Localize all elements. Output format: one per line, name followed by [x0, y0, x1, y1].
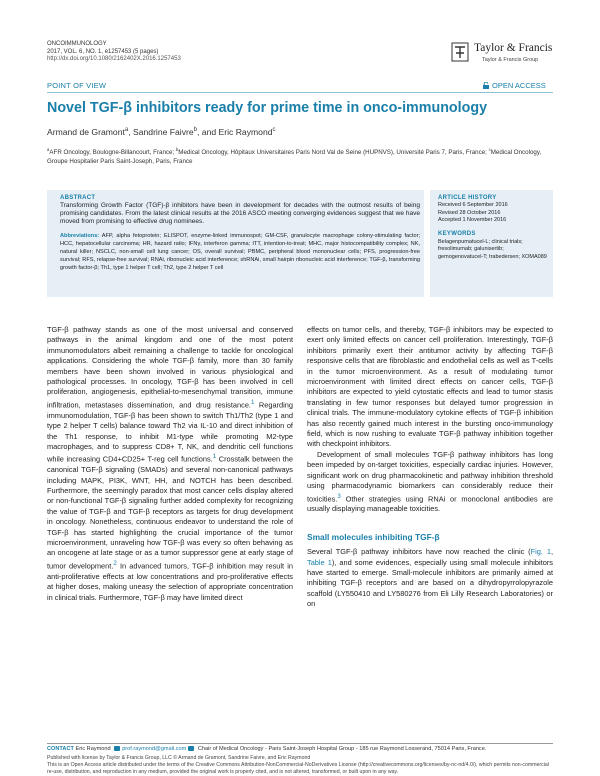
license-text [47, 755, 553, 776]
body-text: In advanced tumors, TGF-β inhibition may result in anti-proliferative effects at low concentrations and pro-proliferative effects at higher doses, making uneasy the selection of appropriate concentration in clinical trials. Furthermore, TGF-β may have limited direct [47, 561, 293, 602]
abbreviations [60, 232, 420, 272]
footer-divider [47, 743, 553, 744]
citation-ref[interactable]: 2 [113, 559, 117, 567]
header-divider [47, 92, 553, 93]
received-date: Received 6 September 2016 [438, 202, 508, 208]
body-text: , [550, 547, 553, 557]
contact-address: Chair of Medical Oncology - Paris Saint-Joseph Hospital Group - 185 rue Raymond Losserand, 75014 Paris, France. [196, 746, 487, 752]
abstract [60, 195, 420, 272]
contact-email[interactable]: prof.raymond@gmail.com [122, 746, 187, 752]
email-icon [114, 746, 120, 751]
citation-ref[interactable]: 1 [250, 398, 255, 406]
open-access-badge [483, 81, 546, 90]
body-text: Other strategies using RNAi or monoclonal antibodies are usually displaying manageable toxicities. [307, 493, 553, 514]
body-text: TGF-β pathway stands as one of the most universal and conserved pathways in the animal kingdom and one of the most potent immunomodulators albeit remaining a challenge to tackle for oncological applications. Considering the whole TGF-β family, more than 30 family members have been shown involved in various physiological and pathological processes. In oncology, TGF-β has been involved in cell proliferation, angiogenesis, epithelial-to-mesenchymal transition, immune infiltration, metastases dissemination, and drug resistance. [47, 325, 293, 410]
contact-label: CONTACT [47, 746, 74, 752]
published-line: Published with license by Taylor & Francis Group, LLC © Armand de Gramont, Sandrine Faivre, and Eric Raymond [47, 755, 311, 761]
abstract-text: Transforming Growth Factor (TGF)-β inhibitors have been in development for decades with the outmost results of being promising candidates. From the latest clinical results at the 2016 ASCO meeting converging evidences suggest that we have moved from promising to effective drug nominees. [60, 202, 420, 226]
citation: 2017, VOL. 6, NO. 1, e1257453 (5 pages) [47, 48, 159, 55]
publisher-name: Taylor & Francis [474, 42, 553, 54]
abbreviations-label: Abbreviations: [60, 232, 100, 239]
article-history-label: ARTICLE HISTORY [438, 195, 497, 201]
body-text: Several TGF-β pathway inhibitors have now reached the clinic ( [307, 547, 531, 557]
address-icon [188, 746, 194, 751]
affiliations: $^a$AFR Oncology, Boulogne-Billancourt, France; $^b$Medical Oncology, Hôpitaux Universitaires Paris Nord Val de Seine (HUPNVS), Université Paris 7, Paris, France; $^c$Medical Oncology, Groupe Hospitalier Paris Saint-Joseph, Paris, France [47, 147, 542, 165]
license-line: This is an Open Access article distributed under the terms of the Creative Commons Attribution-NonCommercial-NoDerivatives License (http://creativecommons.org/licenses/by-nc-nd/4.0/), which permits non-commercial re-use, distribution, and reproduction in any medium, provided the original work is properly cited, and is not altered, transformed, or built upon in any way. [47, 762, 549, 775]
publisher-group: Taylor & Francis Group [482, 57, 539, 63]
body-column-left [47, 325, 293, 603]
contact-line [47, 746, 486, 752]
section-tag: POINT OF VIEW [47, 81, 107, 90]
body-column-right [307, 325, 553, 610]
figure-link[interactable]: Fig. 1 [530, 547, 551, 557]
body-paragraph [47, 325, 293, 603]
citation-ref[interactable]: 1 [212, 453, 217, 461]
body-text: ), and some evidences, especially using small molecule inhibitors have started to emerge. Small-molecule inhibitors are primarily aimed at inhibiting TGF-β receptors and are based on a dihydropyrrolopyrazole scaffold (LY550410 and LY580276 from Eli Lilly Research Laboratories) or on [307, 557, 553, 609]
open-access-label: OPEN ACCESS [492, 81, 546, 90]
article-history [438, 202, 550, 225]
article-info [438, 195, 550, 262]
authors: Armand de Gramont$^a$, Sandrine Faivre$^b$, and Eric Raymond$^c$ [47, 127, 276, 137]
journal-name: ONCOIMMUNOLOGY [47, 41, 107, 47]
body-text: Development of small molecules TGF-β pathway inhibitors has long been impeded by on-target toxicities, especially cardiac injuries. However, significant work on drug pharmacokinetic and pathway inhibition threshold using pharmacodynamic biomarkers can considerably reduce their toxicities. [307, 449, 553, 503]
taylor-francis-logo-icon [451, 42, 469, 62]
citation-ref[interactable]: 3 [337, 492, 341, 500]
body-paragraph [307, 547, 553, 609]
abstract-label: ABSTRACT [60, 195, 96, 201]
journal-header [47, 41, 181, 64]
body-paragraph [307, 450, 553, 515]
body-text: Crosstalk between the canonical TGF-β signaling (SMADs) and several non-canonical pathways including MAPK, PI3K, WNT, HH, and NOTCH has been described. Furthermore, the seemingly paradox that most cancer cells display altered or non-functional TGF-β signaling further added complexity for recognizing the value of TGF-β and TGF-β receptors as targets for drug development in oncology. Nonetheless, continuous endeavor to understand the role of TGF-β has started highlighting the crucial importance of the tumor microenvironment, unraveling how TGF-β was every so often behaving as an oncogene at late stage or as a tumor suppressor gene at early stage of tumor development. [47, 454, 293, 571]
keywords: Belagenpumatucel-L; clinical trials; fresolimumab; galunisertib; gemogenovatucel-T; trabedersen; XOMA089 [438, 238, 547, 261]
keywords-label: KEYWORDS [438, 230, 476, 237]
article-title: Novel TGF-β inhibitors ready for prime time in onco-immunology [47, 100, 488, 116]
accepted-date: Accepted 1 November 2016 [438, 217, 507, 223]
open-lock-icon [483, 82, 489, 89]
body-paragraph: effects on tumor cells, and thereby, TGF-β inhibitors may be expected to exert only limited effects on cancer cell proliferation. Interestingly, TGF-β inhibitors primarily exert their antitumor activity by affecting TGF-β responsive cells that are fibroblastic and endothelial cells as well as T-cells in the tumor microenvironment. As a result of modulating tumor microenvironment with limited direct effects on cancer cells, TGF-β inhibitors are expected to yield cytostatic effects and lead to tumor stasis translating in few tumor responses but delayed tumor progression in clinical trials. The immune-modulatory cytokine effects of TGF-β inhibition has also recently gained much interest in the bursting onco-immunology field, which is now rushing to evaluate TGF-β pathway inhibition together with checkpoint inhibitors. [307, 325, 553, 449]
doi-link[interactable]: http://dx.doi.org/10.1080/2162402X.2016.1257453 [47, 56, 181, 63]
body-text: Regarding immunomodulation, TGF-β has been shown to switch Th1/Th2 (type 1 and type 2 helper T cells) balance toward Th2 via IL-10 and direct inhibition of the Th1 response, to inhibit M1-type while promoting M2-type macrophages, and to suppress CD8+ T, NK, and dendritic cell functions while increasing CD4+CD25+ T-reg cell functions. [47, 400, 294, 464]
contact-name: Eric Raymond [73, 746, 113, 752]
abbreviations-text: AFP, alpha fetoprotein; ELISPOT, enzyme-linked immunospot; GM-CSF, granulocyte macrophage colony-stimulating factor; HCC, hepatocellular carcinoma; HR, hazard ratio; IFNγ, interferon gamma; ITT, intention-to-treat; MHC, major histocompatibility complex; NK, natural killer; NSCLC, non-small cell lung cancer; OS, overall survival; PBMC, peripheral blood mononuclear cells; PFS, progression-free survival; RFS, relapse-free survival; RNAi, ribonucleic acid interference; shRNAi, small hairpin ribonucleic acid interference; TGF-β, transforming growth factor-β; Th1, type 1 helper T cell; Th2, type 2 helper T cell [60, 232, 420, 271]
table-link[interactable]: Table 1 [307, 557, 332, 567]
revised-date: Revised 28 October 2016 [438, 209, 501, 216]
section-heading: Small molecules inhibiting TGF-β [307, 531, 440, 542]
